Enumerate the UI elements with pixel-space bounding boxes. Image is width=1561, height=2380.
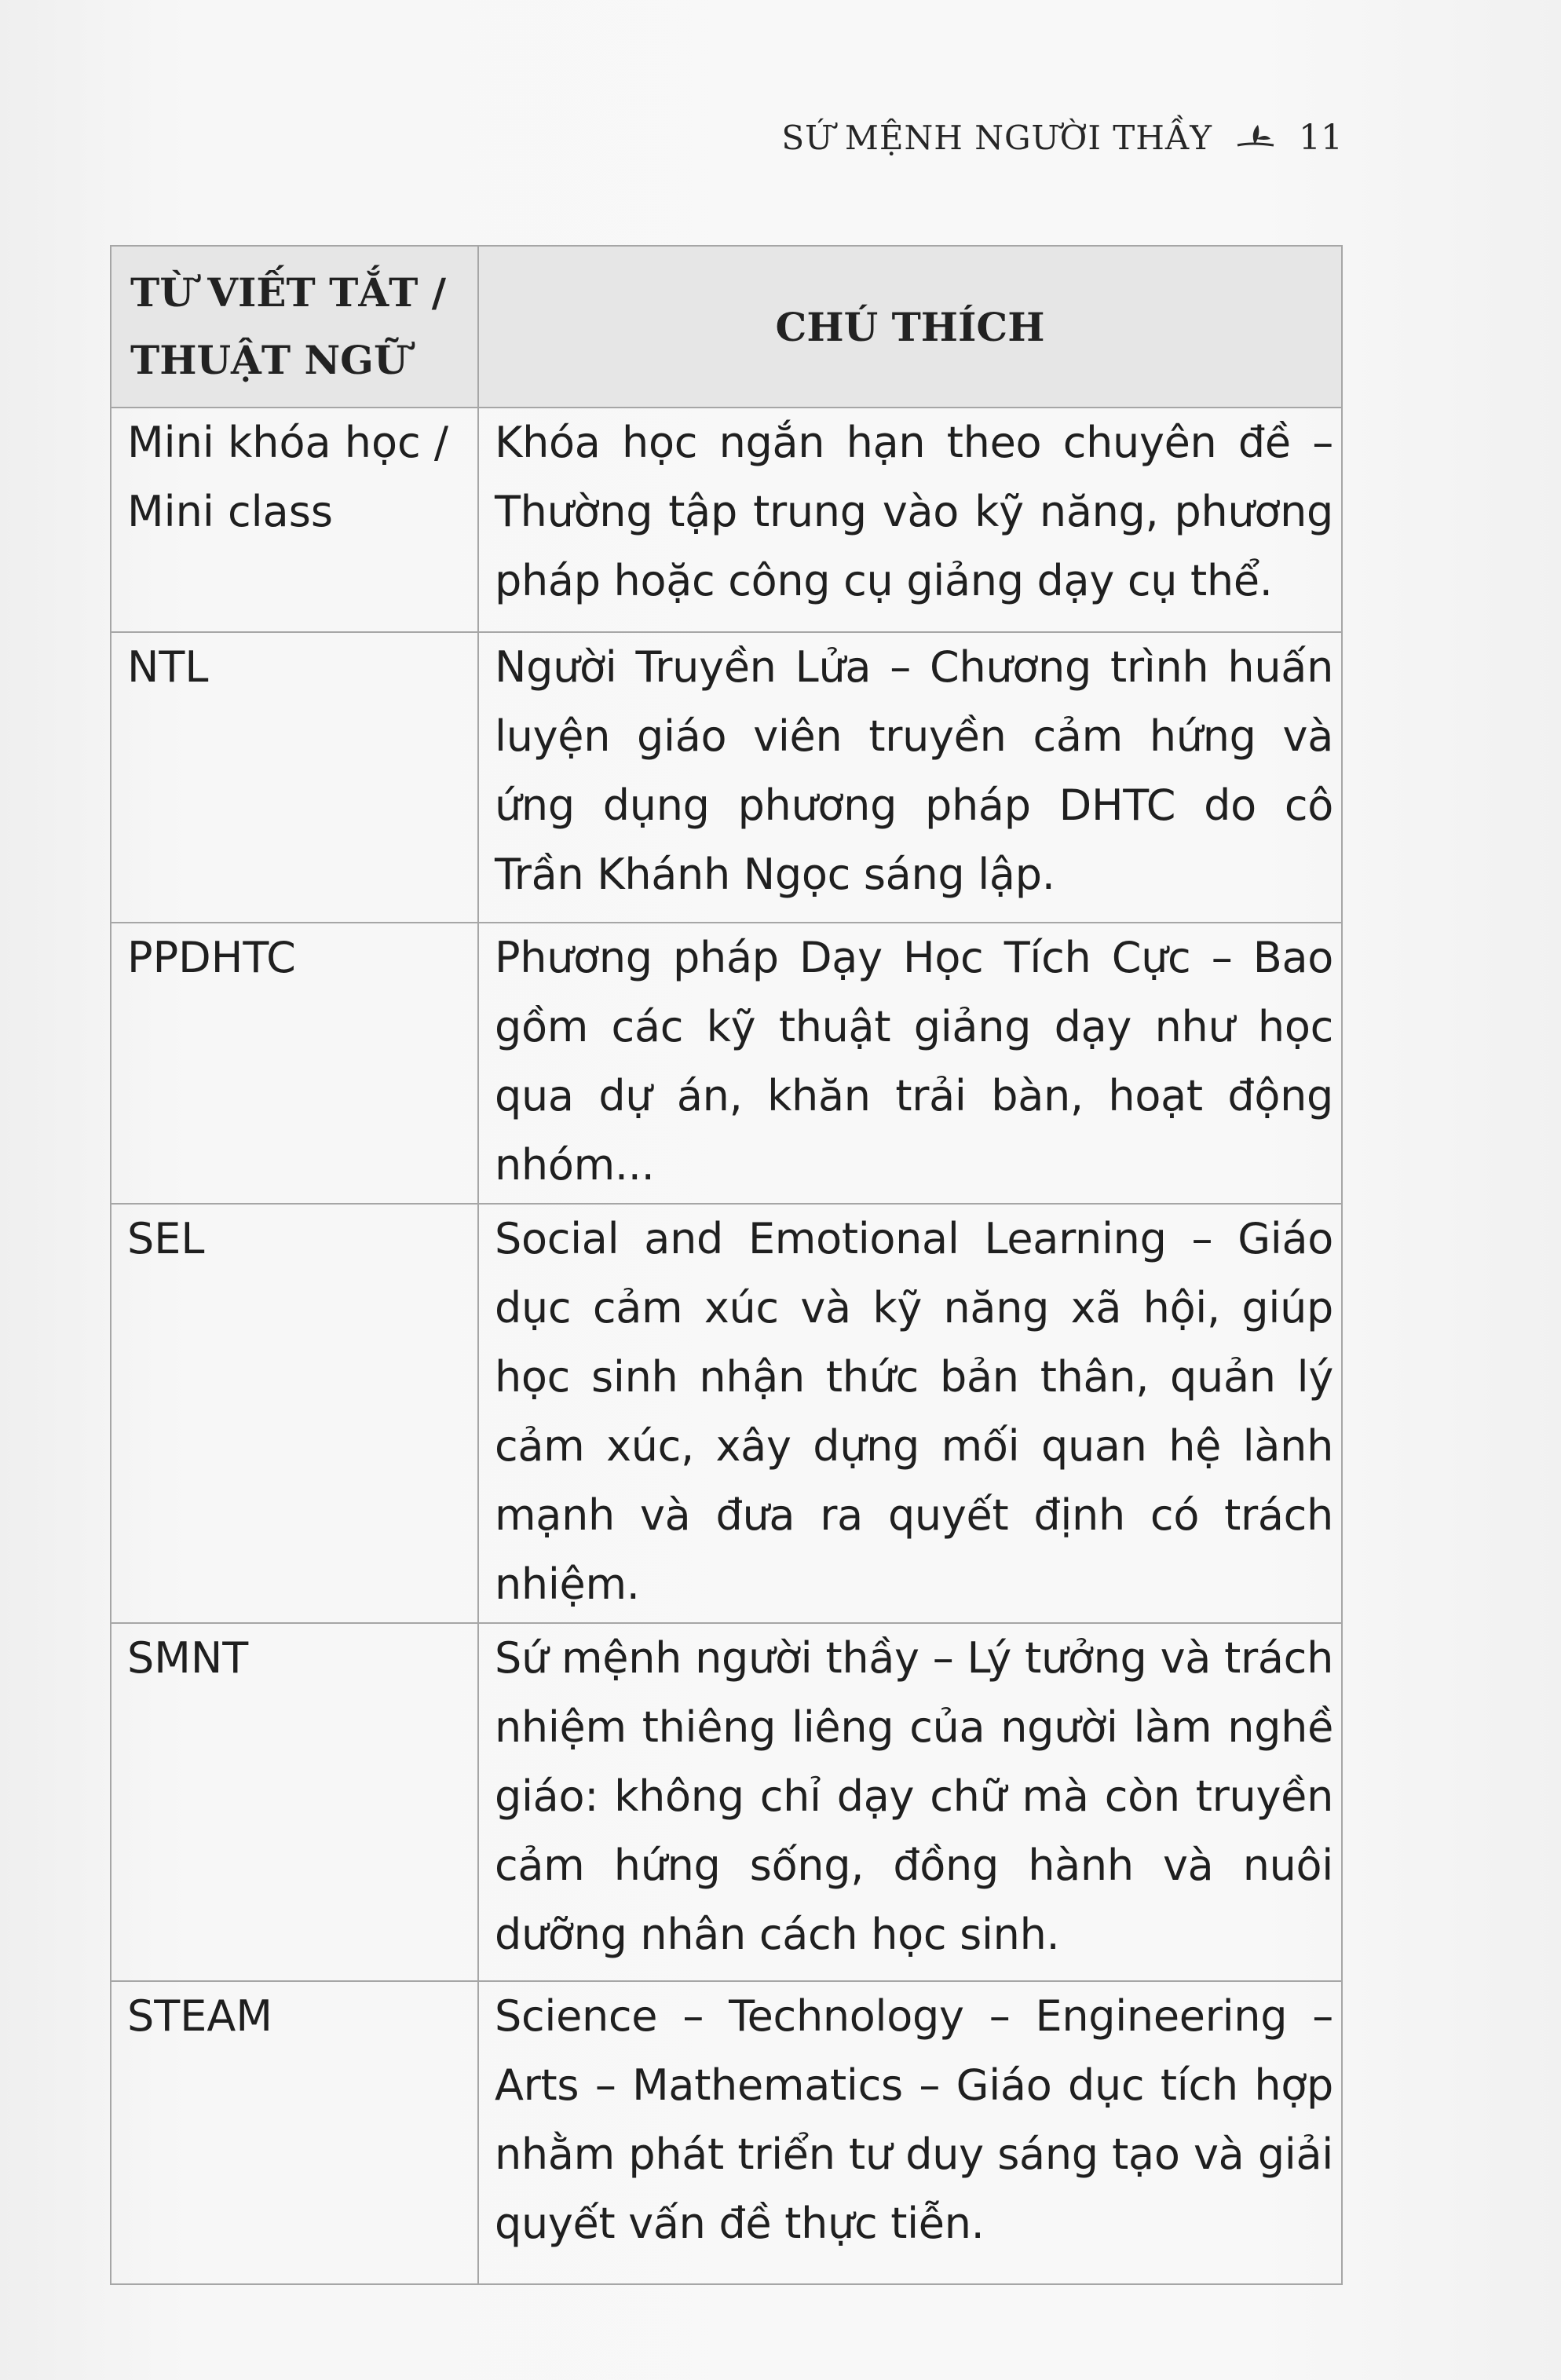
term-cell: STEAM (111, 1981, 478, 2284)
term-cell: SEL (111, 1204, 478, 1623)
table-row (111, 408, 1342, 632)
term-cell: PPDHTC (111, 923, 478, 1204)
term-cell: SMNT (111, 1623, 478, 1981)
table-row (111, 1981, 1342, 2284)
column-header-term: TỪ VIẾT TẮT / THUẬT NGỮ (111, 246, 478, 408)
running-header (707, 110, 1343, 165)
note-cell: Phương pháp Dạy Học Tích Cực – Bao gồm các kỹ thuật giảng dạy như học qua dự án, khăn trải bàn, hoạt động nhóm... (478, 923, 1342, 1204)
term-cell: Mini khóa học / Mini class (111, 408, 478, 632)
table-row (111, 632, 1342, 923)
running-title: SỨ MỆNH NGƯỜI THẦY (781, 118, 1212, 157)
term-cell: NTL (111, 632, 478, 923)
note-cell: Sứ mệnh người thầy – Lý tưởng và trách nhiệm thiêng liêng của người làm nghề giáo: không chỉ dạy chữ mà còn truyền cảm hứng sống, đồng hành và nuôi dưỡng nhân cách học sinh. (478, 1623, 1342, 1981)
note-cell: Người Truyền Lửa – Chương trình huấn luyện giáo viên truyền cảm hứng và ứng dụng phương pháp DHTC do cô Trần Khánh Ngọc sáng lập. (478, 632, 1342, 923)
table-row (111, 1623, 1342, 1981)
page-number: 11 (1299, 117, 1343, 158)
note-cell: Social and Emotional Learning – Giáo dục cảm xúc và kỹ năng xã hội, giúp học sinh nhận thức bản thân, quản lý cảm xúc, xây dựng mối quan hệ lành mạnh và đưa ra quyết định có trách nhiệm. (478, 1204, 1342, 1623)
table-header-row (111, 246, 1342, 408)
glossary-table (110, 245, 1343, 2285)
note-cell: Khóa học ngắn hạn theo chuyên đề – Thường tập trung vào kỹ năng, phương pháp hoặc công cụ giảng dạy cụ thể. (478, 408, 1342, 632)
column-header-note: CHÚ THÍCH (478, 246, 1342, 408)
table-row (111, 1204, 1342, 1623)
leaf-ornament-icon (1234, 122, 1277, 153)
note-cell: Science – Technology – Engineering – Arts – Mathematics – Giáo dục tích hợp nhằm phát triển tư duy sáng tạo và giải quyết vấn đề thực tiễn. (478, 1981, 1342, 2284)
table-row (111, 923, 1342, 1204)
